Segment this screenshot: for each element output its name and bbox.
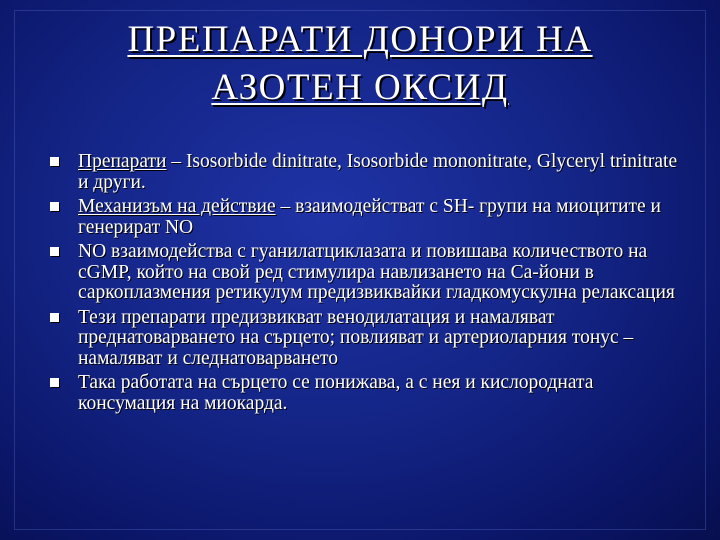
title-line-1: ПРЕПАРАТИ ДОНОРИ НА <box>127 19 593 60</box>
bullet-text: Така работата на сърцето се понижава, а с нея и кислородната консумация на миокарда. <box>78 372 594 414</box>
bullet-text: – Isosorbide dinitrate, Isosorbide mononitrate, Glyceryl trinitrate и други. <box>78 151 678 193</box>
bullet-item <box>50 197 690 238</box>
slide-title <box>0 16 720 112</box>
square-bullet-icon <box>50 157 59 166</box>
square-bullet-icon <box>50 202 59 211</box>
square-bullet-icon <box>50 247 59 256</box>
bullet-item <box>50 152 690 193</box>
bullet-list <box>50 152 690 418</box>
bullet-lead: Механизъм на действие <box>78 196 276 217</box>
bullet-text: NO взаимодейства с гуанилатциклазата и повишава количеството на cGMP, който на свой ред стимулира навлизането на Ca-йони в саркоплазмения ретикулум предизвиквайки гладкомускулна релаксация <box>78 241 675 303</box>
square-bullet-icon <box>50 378 59 387</box>
title-line-2: АЗОТЕН ОКСИД <box>211 67 509 108</box>
bullet-text: Тези препарати предизвикват венодилатация и намаляват преднатоварването на сърцето; повлияват и артериоларния тонус – намаляват и следнатоварването <box>78 306 634 369</box>
bullet-item <box>50 373 690 414</box>
bullet-text: – взаимодействат с SH- групи на миоцитите и генерират NO <box>78 196 661 238</box>
bullet-item <box>50 242 690 304</box>
bullet-item <box>50 308 690 370</box>
square-bullet-icon <box>50 313 59 322</box>
bullet-lead: Препарати <box>78 151 167 172</box>
